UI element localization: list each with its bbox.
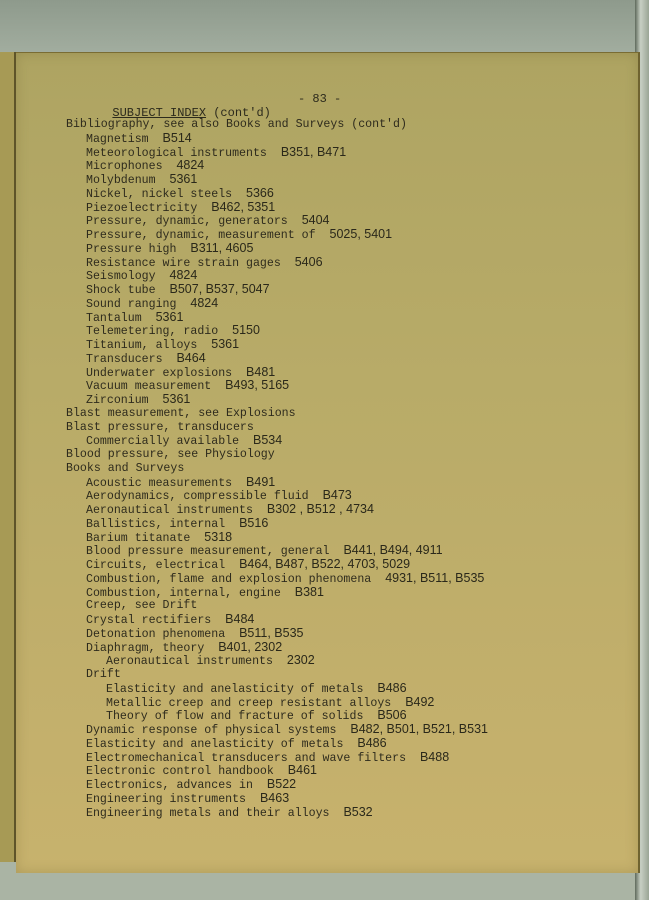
- entry-text: Blood pressure measurement, general: [86, 545, 330, 559]
- entry-text: Magnetism: [86, 132, 149, 146]
- entry-text: Piezoelectricity: [86, 201, 198, 215]
- entry-text: Electromechanical transducers and wave filters: [86, 751, 407, 765]
- entry-references: 5361: [211, 337, 240, 351]
- entry-references: B311, 4605: [190, 240, 254, 255]
- entry-text: Pressure high: [86, 242, 177, 256]
- entry-text: Pressure, dynamic, measurement of: [86, 229, 316, 242]
- entry-text: Acoustic measurements: [86, 476, 233, 490]
- entry-text: Engineering metals and their alloys: [86, 806, 330, 820]
- entry-references: B381: [294, 584, 324, 599]
- entry-references: B486: [377, 680, 407, 695]
- entry-text: Zirconium: [86, 394, 149, 407]
- entry-references: 5361: [155, 309, 184, 324]
- entry-text: Titanium, alloys: [86, 339, 198, 352]
- index-subentry: [66, 503, 488, 517]
- entry-text: Circuits, electrical: [86, 559, 226, 572]
- index-subentry: [66, 737, 488, 751]
- index-subentry: [66, 242, 488, 256]
- entry-references: B514: [162, 130, 192, 145]
- index-entries: [66, 118, 488, 819]
- entry-references: B532: [343, 804, 373, 819]
- entry-text: Pressure, dynamic, generators: [86, 215, 288, 229]
- entry-text: Nickel, nickel steels: [86, 187, 233, 201]
- entry-references: 5318: [204, 529, 233, 544]
- index-subentry: [66, 531, 488, 545]
- index-subentry: [66, 627, 488, 641]
- index-subentry: [66, 696, 488, 710]
- entry-references: B488: [419, 749, 450, 764]
- adjacent-page-edge: [0, 52, 16, 862]
- index-subentry: [66, 641, 488, 655]
- entry-text: Meteorological instruments: [86, 146, 267, 160]
- entry-text: Bibliography, see also Books and Surveys (cont'd): [66, 118, 407, 131]
- entry-text: Theory of flow and fracture of solids: [106, 710, 364, 724]
- index-subentry: [66, 654, 488, 668]
- entry-references: B491: [246, 474, 276, 489]
- entry-references: B534: [252, 433, 283, 448]
- entry-text: Transducers: [86, 352, 163, 366]
- entry-references: B302 , B512 , 4734: [266, 502, 374, 516]
- entry-text: Creep, see Drift: [86, 599, 198, 613]
- entry-references: 4824: [190, 295, 219, 310]
- entry-references: B481: [246, 364, 276, 379]
- index-subentry: [66, 379, 488, 393]
- entry-text: Microphones: [86, 160, 163, 174]
- entry-references: B473: [322, 488, 352, 503]
- index-subentry: [66, 682, 488, 696]
- entry-text: Blood pressure, see Physiology: [66, 448, 275, 461]
- entry-text: Aeronautical instruments: [106, 655, 273, 669]
- page-number: - 83 -: [298, 92, 342, 106]
- entry-text: Barium titanate: [86, 531, 191, 545]
- index-subentry: [66, 764, 488, 778]
- index-subentry: [66, 214, 488, 228]
- entry-references: B464: [176, 350, 206, 365]
- index-subentry: [66, 558, 488, 572]
- index-subentry: [66, 159, 488, 173]
- index-subentry: [66, 311, 488, 325]
- index-subentry: [66, 572, 488, 586]
- entry-text: Electronics, advances in: [86, 779, 253, 792]
- entry-text: Crystal rectifiers: [86, 614, 212, 627]
- entry-text: Drift: [86, 668, 121, 681]
- entry-references: 5361: [162, 392, 191, 406]
- entry-references: 5025, 5401: [329, 227, 393, 241]
- entry-text: Tantalum: [86, 311, 142, 325]
- index-heading: [66, 118, 488, 132]
- index-subtitle: (cont'd): [206, 106, 271, 120]
- entry-references: B516: [239, 515, 269, 530]
- index-subentry: [66, 668, 488, 682]
- index-subentry: [66, 352, 488, 366]
- index-subentry: [66, 599, 488, 613]
- index-subentry: [66, 228, 488, 242]
- entry-text: Commercially available: [86, 435, 240, 449]
- entry-text: Vacuum measurement: [86, 380, 212, 394]
- index-title: SUBJECT INDEX: [112, 106, 207, 120]
- entry-references: B486: [357, 735, 387, 750]
- entry-references: B441, B494, 4911: [343, 543, 443, 558]
- entry-references: 5404: [301, 213, 330, 228]
- entry-text: Molybdenum: [86, 174, 156, 187]
- index-subentry: [66, 709, 488, 723]
- entry-text: Books and Surveys: [66, 461, 185, 475]
- entry-text: Detonation phenomena: [86, 627, 226, 641]
- entry-text: Elasticity and anelasticity of metals: [86, 737, 344, 751]
- index-subentry: [66, 806, 488, 820]
- entry-references: B463: [259, 790, 290, 805]
- entry-text: Dynamic response of physical systems: [86, 724, 337, 737]
- index-subentry: [66, 434, 488, 448]
- entry-references: 5361: [169, 172, 198, 186]
- entry-text: Blast pressure, transducers: [66, 420, 254, 434]
- entry-text: Ballistics, internal: [86, 517, 226, 531]
- index-subentry: [66, 778, 488, 792]
- entry-references: 4824: [176, 158, 205, 173]
- entry-references: 2302: [286, 653, 315, 668]
- entry-references: B464, B487, B522, 4703, 5029: [239, 557, 411, 571]
- entry-references: B351, B471: [280, 144, 347, 159]
- entry-text: Seismology: [86, 270, 156, 284]
- entry-text: Engineering instruments: [86, 792, 247, 806]
- entry-references: B492: [405, 694, 435, 709]
- index-subentry: [66, 751, 488, 765]
- index-heading: [66, 462, 488, 476]
- index-heading: [66, 448, 488, 462]
- index-subentry: [66, 366, 488, 380]
- index-subentry: [66, 146, 488, 160]
- index-subentry: [66, 297, 488, 311]
- entry-references: 5406: [294, 254, 323, 269]
- entry-text: Aeronautical instruments: [86, 504, 253, 517]
- index-subentry: [66, 283, 488, 297]
- index-subentry: [66, 723, 488, 737]
- entry-text: Aerodynamics, compressible fluid: [86, 490, 309, 504]
- entry-text: Blast measurement, see Explosions: [66, 406, 296, 420]
- entry-references: B401, 2302: [218, 639, 283, 654]
- index-subentry: [66, 393, 488, 407]
- entry-text: Combustion, flame and explosion phenomena: [86, 572, 372, 586]
- entry-references: 4824: [169, 268, 198, 283]
- index-subentry: [66, 544, 488, 558]
- entry-references: 5150: [232, 323, 260, 338]
- index-heading: [66, 407, 488, 421]
- entry-references: B506: [377, 708, 407, 723]
- entry-references: B522: [266, 777, 297, 791]
- index-subentry: [66, 201, 488, 215]
- entry-references: 5366: [246, 185, 274, 200]
- index-subentry: [66, 256, 488, 270]
- entry-text: Telemetering, radio: [86, 325, 219, 339]
- entry-text: Resistance wire strain gages: [86, 256, 281, 270]
- entry-text: Metallic creep and creep resistant alloys: [106, 696, 392, 710]
- index-subentry: [66, 613, 488, 627]
- entry-references: B493, 5165: [225, 378, 290, 393]
- index-subentry: [66, 489, 488, 503]
- entry-text: Sound ranging: [86, 297, 177, 311]
- index-subentry: [66, 173, 488, 187]
- index-subentry: [66, 187, 488, 201]
- entry-text: Diaphragm, theory: [86, 641, 205, 655]
- entry-text: Elasticity and anelasticity of metals: [106, 682, 364, 696]
- index-subentry: [66, 269, 488, 283]
- index-subentry: [66, 792, 488, 806]
- entry-text: Combustion, internal, engine: [86, 586, 281, 600]
- index-subentry: [66, 476, 488, 490]
- index-heading: [66, 421, 488, 435]
- entry-references: B507, B537, 5047: [169, 282, 270, 296]
- index-subentry: [66, 586, 488, 600]
- entry-references: B462, 5351: [211, 199, 276, 214]
- index-subentry: [66, 338, 488, 352]
- entry-references: B461: [287, 763, 317, 778]
- entry-references: B484: [225, 612, 255, 626]
- entry-text: Underwater explosions: [86, 366, 233, 380]
- index-subentry: [66, 324, 488, 338]
- entry-references: B482, B501, B521, B531: [350, 722, 489, 736]
- entry-references: 4931, B511, B535: [385, 570, 485, 585]
- entry-text: Shock tube: [86, 284, 156, 297]
- index-subentry: [66, 132, 488, 146]
- entry-references: B511, B535: [239, 625, 304, 640]
- index-subentry: [66, 517, 488, 531]
- entry-text: Electronic control handbook: [86, 765, 274, 779]
